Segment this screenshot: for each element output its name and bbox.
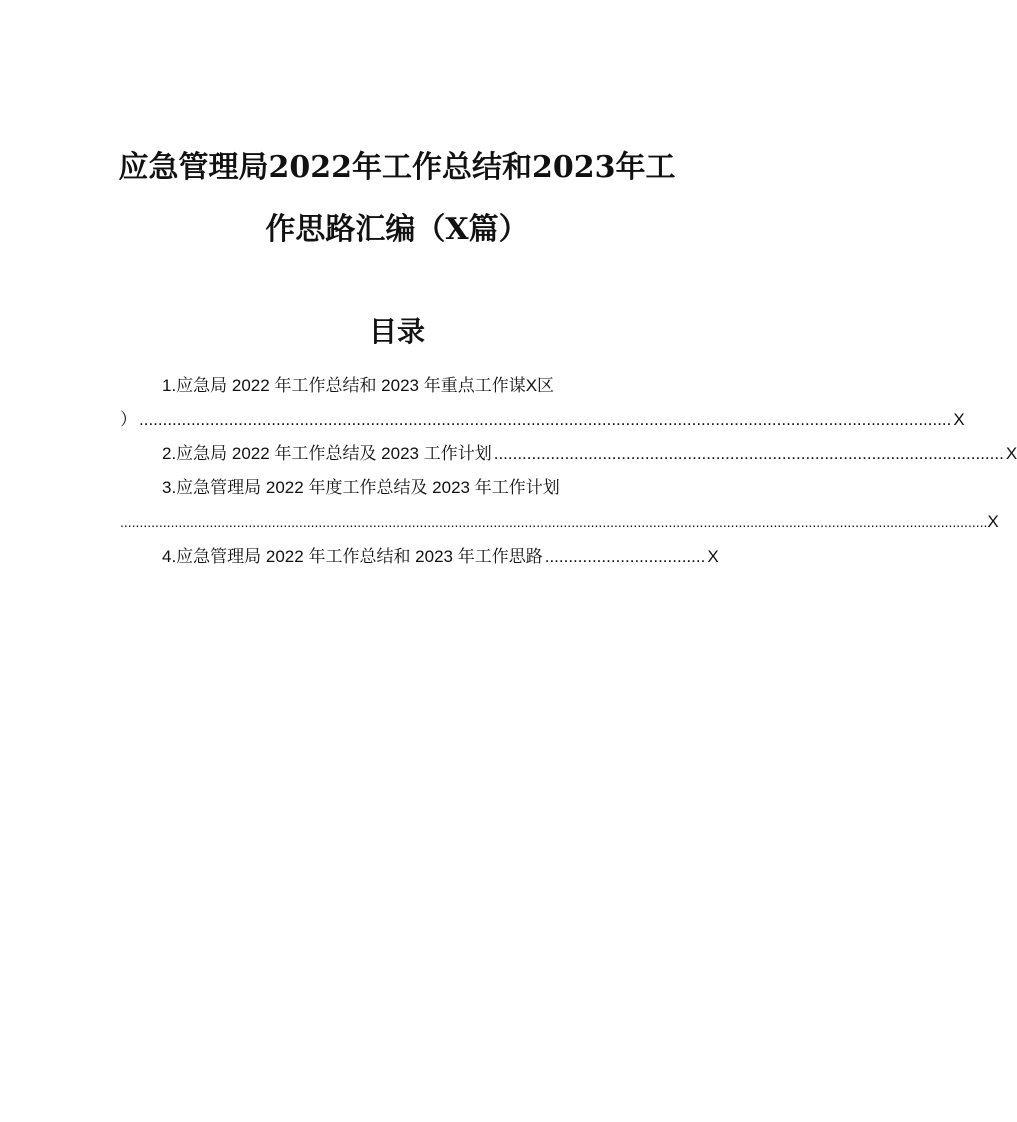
- toc-entry-1-text[interactable]: 1.应急局 2022 年工作总结和 2023 年重点工作谋X区: [162, 376, 555, 395]
- toc-entry-4[interactable]: [162, 543, 719, 571]
- toc-entry-2-text: 2.应急局 2022 年工作总结及 2023 工作计划: [162, 444, 492, 463]
- toc-entry-4-text: 4.应急管理局 2022 年工作总结和 2023 年工作思路: [162, 547, 543, 566]
- toc-entry-1-dot-leader: ............................................................................................................................................................................: [139, 410, 952, 429]
- toc-entry-4-page: X: [707, 547, 719, 566]
- toc-entry-4-dot-leader: ..................................: [544, 547, 706, 566]
- toc-entry-2-page: X: [1005, 444, 1017, 463]
- toc-entry-2[interactable]: [162, 440, 1017, 468]
- toc-entry-3-dot-leader: ...............................................................................................................................................................................................................................: [120, 514, 988, 530]
- toc-entry-1-page: X: [953, 410, 965, 429]
- toc-entry-1-text-cont: ）: [120, 410, 137, 429]
- toc-entry-3-page: X: [987, 512, 999, 531]
- document-title-line2: 作思路汇编（X篇）: [265, 212, 529, 247]
- toc-heading: 目录: [368, 315, 425, 348]
- toc-entry-1-leader-row[interactable]: [120, 406, 965, 434]
- document-title-line1: 应急管理局2022年工作总结和2023年工: [118, 150, 676, 185]
- toc-entry-2-dot-leader: ............................................................................................................: [493, 444, 1004, 463]
- toc-entry-3-leader-row[interactable]: [120, 508, 999, 536]
- toc-entry-3-text[interactable]: 3.应急管理局 2022 年度工作总结及 2023 年工作计划: [162, 478, 560, 497]
